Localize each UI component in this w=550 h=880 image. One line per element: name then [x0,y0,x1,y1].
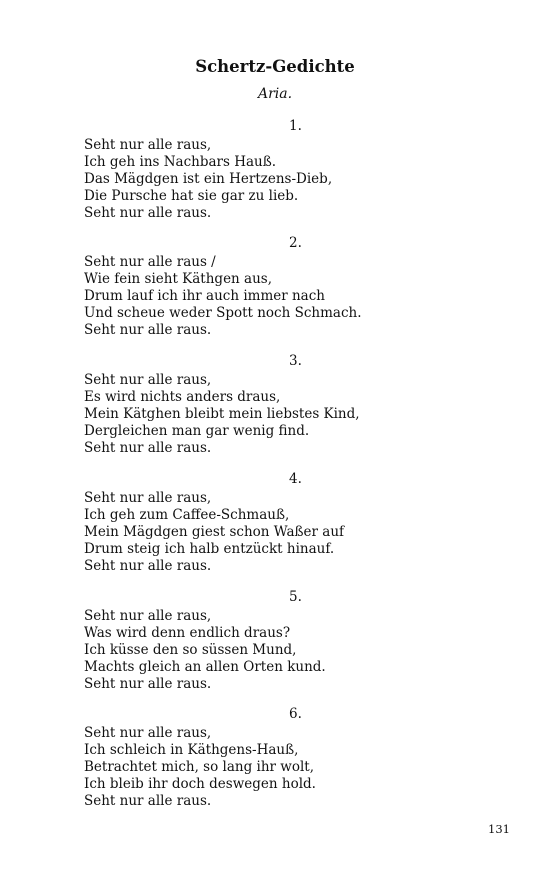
poem-subtitle: Aria. [257,86,293,102]
verse-line: Wie fein sieht Käthgen aus, [84,271,273,287]
verse-line: Das Mägdgen ist ein Hertzens-Dieb, [84,171,333,187]
verse-line: Seht nur alle raus, [84,608,212,624]
verse-line: Seht nur alle raus. [84,793,212,809]
verse-line: Ich schleich in Käthgens-Hauß, [84,742,299,758]
verse-line: Mein Mägdgen giest schon Waßer auf [84,524,345,540]
verse-line: Ich geh zum Caffee-Schmauß, [84,507,290,523]
verse-line: Seht nur alle raus, [84,372,212,388]
verse-line: Seht nur alle raus. [84,558,212,574]
verse-line: Seht nur alle raus. [84,440,212,456]
verse-line: Seht nur alle raus. [84,322,212,338]
stanza-number: 4. [289,471,302,487]
stanza-number: 3. [289,353,302,369]
verse-line: Seht nur alle raus, [84,490,212,506]
verse-line: Seht nur alle raus. [84,205,212,221]
poem-title: Schertz-Gedichte [195,57,355,76]
page-number: 131 [488,822,510,836]
verse-line: Drum lauf ich ihr auch immer nach [84,288,325,304]
verse-line: Drum steig ich halb entzückt hinauf. [84,541,335,557]
stanza-number: 1. [289,118,302,134]
stanza-number: 6. [289,706,302,722]
verse-line: Seht nur alle raus / [84,254,216,270]
verse-line: Seht nur alle raus, [84,137,212,153]
verse-line: Ich geh ins Nachbars Hauß. [84,154,277,170]
verse-line: Seht nur alle raus. [84,676,212,692]
verse-line: Betrachtet mich, so lang ihr wolt, [84,759,314,775]
stanza-number: 5. [289,589,302,605]
verse-line: Es wird nichts anders draus, [84,389,281,405]
verse-line: Was wird denn endlich draus? [84,625,291,641]
verse-line: Die Pursche hat sie gar zu lieb. [84,188,299,204]
verse-line: Ich küsse den so süssen Mund, [84,642,297,658]
verse-line: Machts gleich an allen Orten kund. [84,659,326,675]
verse-line: Ich bleib ihr doch deswegen hold. [84,776,316,792]
verse-line: Mein Kätghen bleibt mein liebstes Kind, [84,406,360,422]
verse-line: Dergleichen man gar wenig find. [84,423,310,439]
verse-line: Und scheue weder Spott noch Schmach. [84,305,362,321]
verse-line: Seht nur alle raus, [84,725,212,741]
stanza-number: 2. [289,235,302,251]
